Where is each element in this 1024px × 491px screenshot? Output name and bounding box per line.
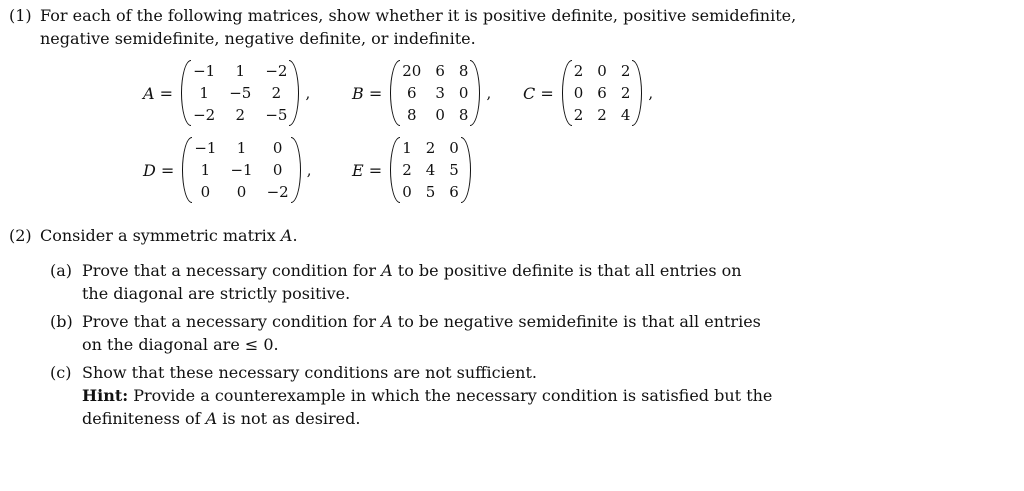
left-paren <box>182 137 192 203</box>
matrix-c-label: C = <box>523 83 554 103</box>
right-paren <box>289 60 299 126</box>
matrix-a-entries <box>191 60 289 126</box>
matrix-d-entries <box>192 137 290 203</box>
matrix-entry: −1 <box>230 161 253 179</box>
q2b-line2: on the diagonal are ≤ 0. <box>82 335 279 354</box>
matrix-entry: 6 <box>449 183 459 201</box>
matrix-entry: 0 <box>402 183 412 201</box>
q2b-label: (b) <box>50 312 73 331</box>
matrix-entry: 2 <box>597 106 607 124</box>
right-paren <box>632 60 642 126</box>
matrix-entry: 3 <box>435 84 445 102</box>
matrix-entry: 2 <box>271 84 282 102</box>
q2a-line1-var: A <box>381 261 393 280</box>
matrix-d <box>143 137 311 203</box>
q2a-line2: the diagonal are strictly positive. <box>82 284 351 303</box>
q2c-hint-text: Provide a counterexample in which the necessary condition is satisfied but the <box>128 386 773 405</box>
matrix-entry: 2 <box>620 84 631 102</box>
matrix-a <box>143 60 310 126</box>
matrix-entry: −1 <box>193 62 216 80</box>
matrix-entry: 20 <box>402 62 422 80</box>
matrix-c <box>523 60 653 126</box>
q2b-line1-prefix: Prove that a necessary condition for <box>82 312 382 331</box>
matrix-c-entries <box>572 60 633 126</box>
q2c-label: (c) <box>50 363 72 382</box>
q2c-line3 <box>82 409 360 429</box>
matrix-e-entries <box>400 137 461 203</box>
matrix-a-label: A = <box>143 83 174 103</box>
matrix-entry: 6 <box>407 84 417 102</box>
q1-text-line2: negative semidefinite, negative definite, or indefinite. <box>40 29 476 48</box>
matrix-entry: 1 <box>199 84 209 102</box>
matrix-entry: 5 <box>425 183 436 201</box>
q1-text-line1: For each of the following matrices, show whether it is positive definite, positive semidefinite, <box>40 6 797 25</box>
matrix-entry: −2 <box>193 106 216 124</box>
matrix-entry: −5 <box>229 84 252 102</box>
matrix-entry: 0 <box>573 84 584 102</box>
q2a-line1 <box>82 261 742 281</box>
matrix-entry: 2 <box>235 106 246 124</box>
matrix-entry: 2 <box>573 106 584 124</box>
matrix-separator: , <box>648 84 654 102</box>
left-paren <box>390 137 400 203</box>
q2-intro-suffix: . <box>292 226 298 245</box>
left-paren <box>562 60 572 126</box>
left-paren <box>390 60 400 126</box>
matrix-b-entries <box>400 60 470 126</box>
q2c-hint-label: Hint: <box>82 386 129 405</box>
matrix-entry: 0 <box>458 84 469 102</box>
matrix-entry: 0 <box>272 139 283 157</box>
q2-intro-var: A <box>280 226 293 245</box>
matrix-entry: 4 <box>620 106 631 124</box>
matrix-b <box>352 60 491 126</box>
q2-intro <box>40 226 298 246</box>
matrix-entry: 1 <box>402 139 412 157</box>
matrix-entry: 5 <box>449 161 459 179</box>
matrix-entry: 8 <box>407 106 417 124</box>
matrix-entry: 2 <box>402 161 412 179</box>
matrix-entry: 1 <box>235 62 246 80</box>
right-paren <box>291 137 301 203</box>
matrix-entry: 8 <box>458 62 469 80</box>
q2b-line1 <box>82 312 761 332</box>
matrix-entry: 0 <box>236 183 247 201</box>
matrix-entry: −5 <box>265 106 288 124</box>
matrix-entry: 0 <box>449 139 459 157</box>
q2c-line1: Show that these necessary conditions are not sufficient. <box>82 363 537 382</box>
matrix-entry: 6 <box>597 84 607 102</box>
matrix-separator: , <box>305 84 311 102</box>
matrix-d-label: D = <box>143 160 175 180</box>
matrix-entry: 0 <box>200 183 211 201</box>
matrix-entry: 6 <box>435 62 445 80</box>
matrix-entry: 0 <box>435 106 445 124</box>
right-paren <box>470 60 480 126</box>
matrix-entry: −2 <box>266 183 289 201</box>
matrix-entry: 1 <box>236 139 247 157</box>
q2b-line1-var: A <box>381 312 393 331</box>
matrix-separator: , <box>306 161 312 179</box>
q2-number: (2) <box>9 226 32 245</box>
matrix-entry: −1 <box>194 139 217 157</box>
q2c-hint-line <box>82 386 772 406</box>
q2a-label: (a) <box>50 261 73 280</box>
matrix-entry: 2 <box>620 62 631 80</box>
matrix-entry: 0 <box>272 161 283 179</box>
q2b-line1-suffix: to be negative semidefinite is that all entries <box>392 312 761 331</box>
matrix-e-label: E = <box>352 160 383 180</box>
matrix-entry: 1 <box>200 161 211 179</box>
matrix-entry: 2 <box>573 62 584 80</box>
q2a-line1-prefix: Prove that a necessary condition for <box>82 261 382 280</box>
q2c-line3-prefix: definiteness of <box>82 409 206 428</box>
matrix-separator: , <box>486 84 492 102</box>
right-paren <box>461 137 471 203</box>
matrix-entry: 8 <box>458 106 469 124</box>
matrix-e <box>352 137 471 203</box>
matrix-b-label: B = <box>352 83 383 103</box>
q2-intro-prefix: Consider a symmetric matrix <box>40 226 281 245</box>
q2a-line1-suffix: to be positive definite is that all entries on <box>392 261 742 280</box>
q2c-line3-var: A <box>205 409 218 428</box>
matrix-entry: −2 <box>265 62 288 80</box>
matrix-entry: 4 <box>425 161 436 179</box>
matrix-entry: 0 <box>597 62 607 80</box>
left-paren <box>181 60 191 126</box>
q2c-line3-suffix: is not as desired. <box>217 409 361 428</box>
matrix-entry: 2 <box>425 139 436 157</box>
q1-number: (1) <box>9 6 32 25</box>
